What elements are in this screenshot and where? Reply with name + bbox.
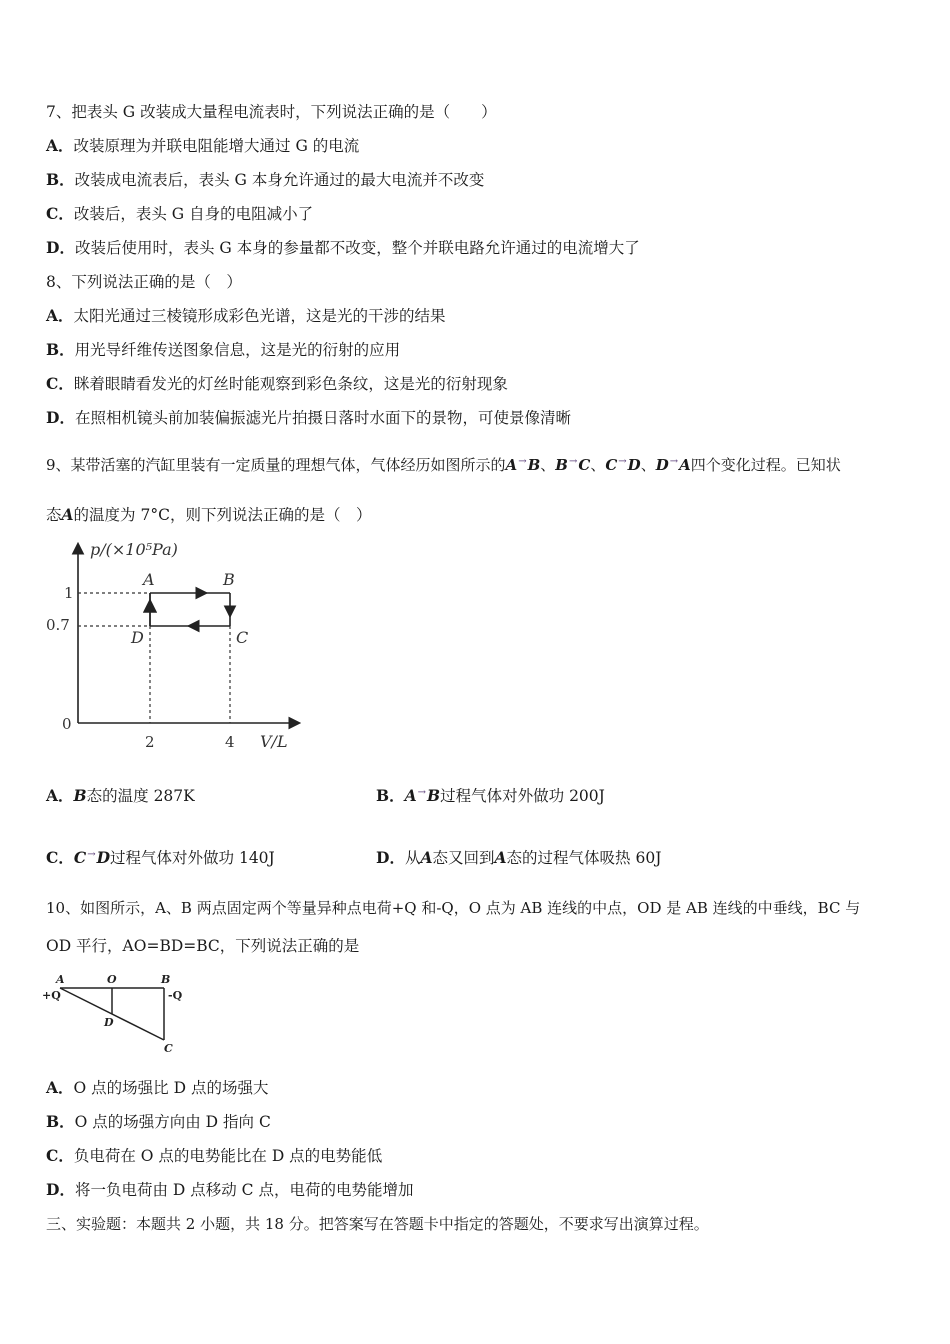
q10-option-b [46,1112,271,1132]
q7-stem: 7、把表头 G 改装成大量程电流表时，下列说法正确的是（ ） [46,103,497,121]
x-tick-2: 2 [145,733,155,751]
section-3-heading: 三、实验题：本题共 2 小题，共 18 分。把答案写在答题卡中指定的答题处，不要求写出演算过程。 [46,1215,709,1233]
option-key: B． [46,1112,75,1131]
var: A [494,848,507,867]
var: B [555,456,568,474]
option-key: C． [46,374,74,393]
option-text: 过程气体对外做功 200J [440,787,605,805]
var: A [420,848,433,867]
x-tick-4: 4 [225,733,235,751]
label-a: A [56,973,65,986]
label-b: B [161,973,171,986]
option-key: D． [46,238,75,257]
q10-stem-line1: 10、如图所示，A、B 两点固定两个等量异种点电荷+Q 和-Q，O 点为 AB 连线的中点，OD 是 AB 连线的中垂线，BC 与 [46,899,861,917]
option-key: D． [46,408,75,427]
option-key: B． [46,340,75,359]
option-key: A． [46,306,74,325]
var: B [427,786,441,805]
q8-option-a [46,306,446,326]
var: A [679,456,691,474]
option-text: 改装后使用时，表头 G 本身的参量都不改变，整个并联电路允许通过的电流增大了 [74,239,640,257]
q9-option-a [46,786,195,806]
x-axis-label: V/L [260,732,288,751]
option-key: A． [46,786,74,805]
q9-stem-text: 的温度为 7°C，则下列说法正确的是（ ） [73,506,372,524]
q10-option-d [46,1180,413,1200]
label-d: D [104,1016,114,1029]
q9-stem-line1 [46,455,841,478]
label-minus-q: -Q [168,989,183,1002]
arrow-icon: → [669,456,679,467]
option-key: D． [376,848,405,867]
arrow-icon: → [618,456,627,467]
option-key: C． [46,204,74,223]
y-tick-1: 1 [64,584,74,602]
q9-stem-text: 态 [46,506,62,524]
var: A [404,786,417,805]
arrow-icon: → [568,456,578,467]
var: D [96,848,111,867]
option-text: 将一负电荷由 D 点移动 C 点，电荷的电势能增加 [74,1181,414,1199]
q8-option-d [46,408,571,428]
option-text: 改装原理为并联电阻能增大通过 G 的电流 [73,137,360,155]
var: A [61,505,74,524]
q7-option-c [46,204,313,224]
y-tick-0.7: 0.7 [46,616,70,634]
option-key: B． [46,170,75,189]
sep: 、 [590,456,606,474]
option-text: 改装后，表头 G 自身的电阻减小了 [73,205,314,223]
point-d-label: D [131,628,144,647]
option-text: 用光导纤维传送图象信息，这是光的衍射的应用 [74,341,401,359]
option-text: 过程气体对外做功 140J [110,849,275,867]
option-text: 从 [404,849,421,867]
option-key: A． [46,1078,74,1097]
q9-stem-text: 9、某带活塞的汽缸里装有一定质量的理想气体，气体经历如图所示的 [46,456,506,474]
q7-option-b [46,170,484,190]
label-o: O [107,973,117,986]
option-key: B． [376,786,405,805]
q9-option-c [46,848,275,871]
option-text: 态又回到 [432,849,495,867]
q9-option-d [376,848,661,868]
option-text: 改装成电流表后，表头 G 本身允许通过的最大电流并不改变 [74,171,485,189]
sep: 、 [640,456,656,474]
option-text: O 点的场强方向由 D 指向 C [74,1113,271,1131]
q8-stem: 8、下列说法正确的是（ ） [46,273,242,291]
var: A [505,456,518,474]
sep: 、 [540,456,556,474]
arrow-icon: → [417,787,427,798]
pv-graph [40,535,320,755]
arrow-icon: → [87,849,96,860]
origin-label: 0 [62,715,72,733]
point-b-label: B [223,570,235,589]
q10-stem-line2: OD 平行，AO=BD=BC，下列说法正确的是 [46,937,360,955]
q8-option-b [46,340,400,360]
point-c-label: C [236,628,249,647]
option-key: C． [46,848,74,867]
var: B [527,456,541,474]
charge-figure [40,972,200,1056]
option-text: O 点的场强比 D 点的场强大 [73,1079,269,1097]
q10-option-a [46,1078,268,1098]
option-text: 在照相机镜头前加装偏振滤光片拍摄日落时水面下的景物，可使景像清晰 [74,409,571,427]
q7-option-d [46,238,640,258]
q7-option-a [46,136,359,156]
q10-option-c [46,1146,382,1166]
q8-option-c [46,374,508,394]
option-key: D． [46,1180,75,1199]
option-text: 态的过程气体吸热 60J [506,849,662,867]
var: D [627,456,641,474]
q9-stem-line2 [46,505,371,525]
arrow-icon: → [518,456,527,467]
option-key: C． [46,1146,74,1165]
var: D [655,456,669,474]
option-key: A． [46,136,74,155]
var: C [605,456,618,474]
label-plus-q: +Q [42,989,61,1002]
q9-option-b [376,786,605,809]
option-text: 负电荷在 O 点的电势能比在 D 点的电势能低 [73,1147,383,1165]
point-a-label: A [143,570,155,589]
y-axis-label: p/(×10⁵Pa) [90,540,178,559]
var: C [578,456,591,474]
q9-stem-text: 四个变化过程。已知状 [690,456,841,474]
var: C [73,848,87,867]
option-text: 眯着眼睛看发光的灯丝时能观察到彩色条纹，这是光的衍射现象 [73,375,508,393]
var: B [73,786,87,805]
label-c: C [164,1042,173,1055]
option-text: 太阳光通过三棱镜形成彩色光谱，这是光的干涉的结果 [73,307,446,325]
option-text: 态的温度 287K [86,787,195,805]
